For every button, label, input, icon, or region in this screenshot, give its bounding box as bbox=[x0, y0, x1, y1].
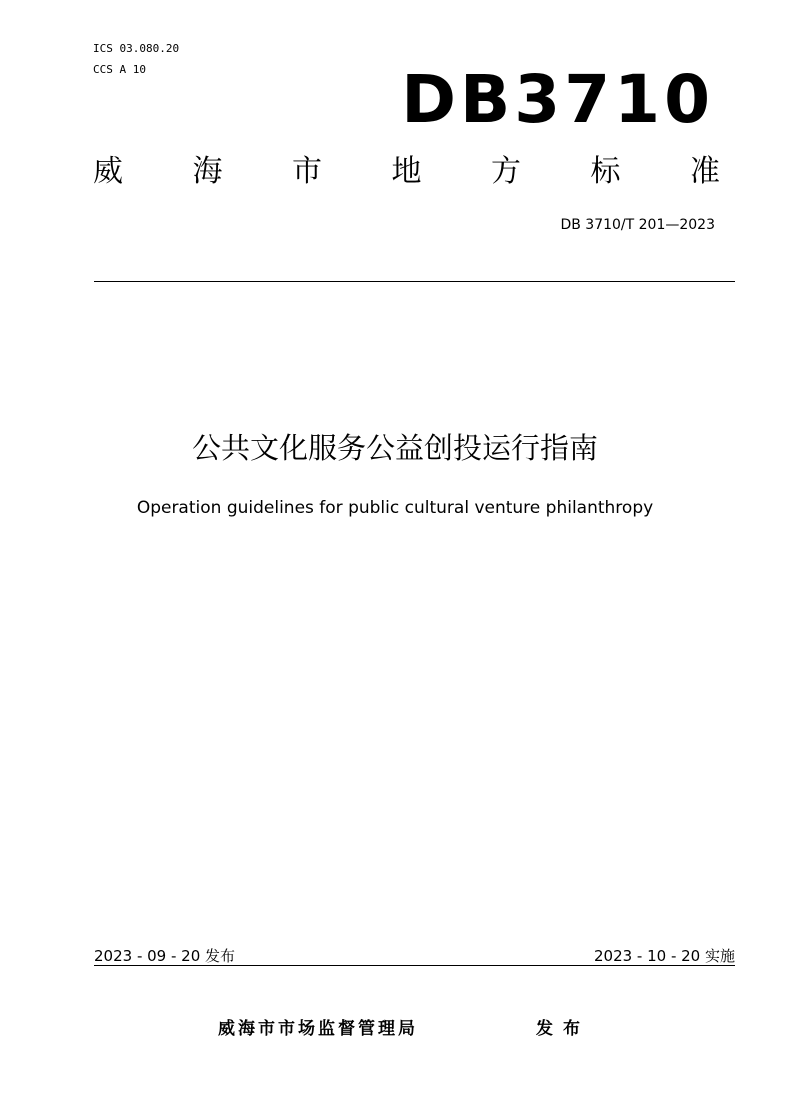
standard-type-char: 威 bbox=[93, 154, 123, 189]
standard-type-char: 地 bbox=[391, 154, 422, 189]
footer-divider bbox=[94, 965, 735, 966]
header-divider bbox=[94, 281, 735, 282]
issue-date: 2023 - 09 - 20 发布 bbox=[94, 947, 236, 965]
standard-type-char: 标 bbox=[590, 154, 621, 189]
ics-code: ICS 03.080.20 bbox=[93, 42, 180, 55]
standard-code-logo: DB3710 bbox=[401, 61, 714, 138]
standard-type-char: 准 bbox=[690, 154, 720, 189]
standard-type-char: 方 bbox=[491, 154, 521, 189]
standard-type-char: 市 bbox=[292, 154, 322, 189]
standard-type-heading bbox=[93, 152, 720, 192]
document-title-english: Operation guidelines for public cultural venture philanthropy bbox=[136, 498, 654, 518]
effective-date: 2023 - 10 - 20 实施 bbox=[593, 947, 735, 965]
ccs-code: CCS A 10 bbox=[93, 63, 146, 76]
document-title-chinese: 公共文化服务公益创投运行指南 bbox=[191, 431, 598, 465]
standard-number: DB 3710/T 201—2023 bbox=[560, 217, 715, 233]
issue-label: 发布 bbox=[536, 1019, 590, 1039]
issuing-authority: 威海市市场监督管理局 bbox=[218, 1019, 418, 1039]
standard-type-char: 海 bbox=[192, 154, 223, 189]
